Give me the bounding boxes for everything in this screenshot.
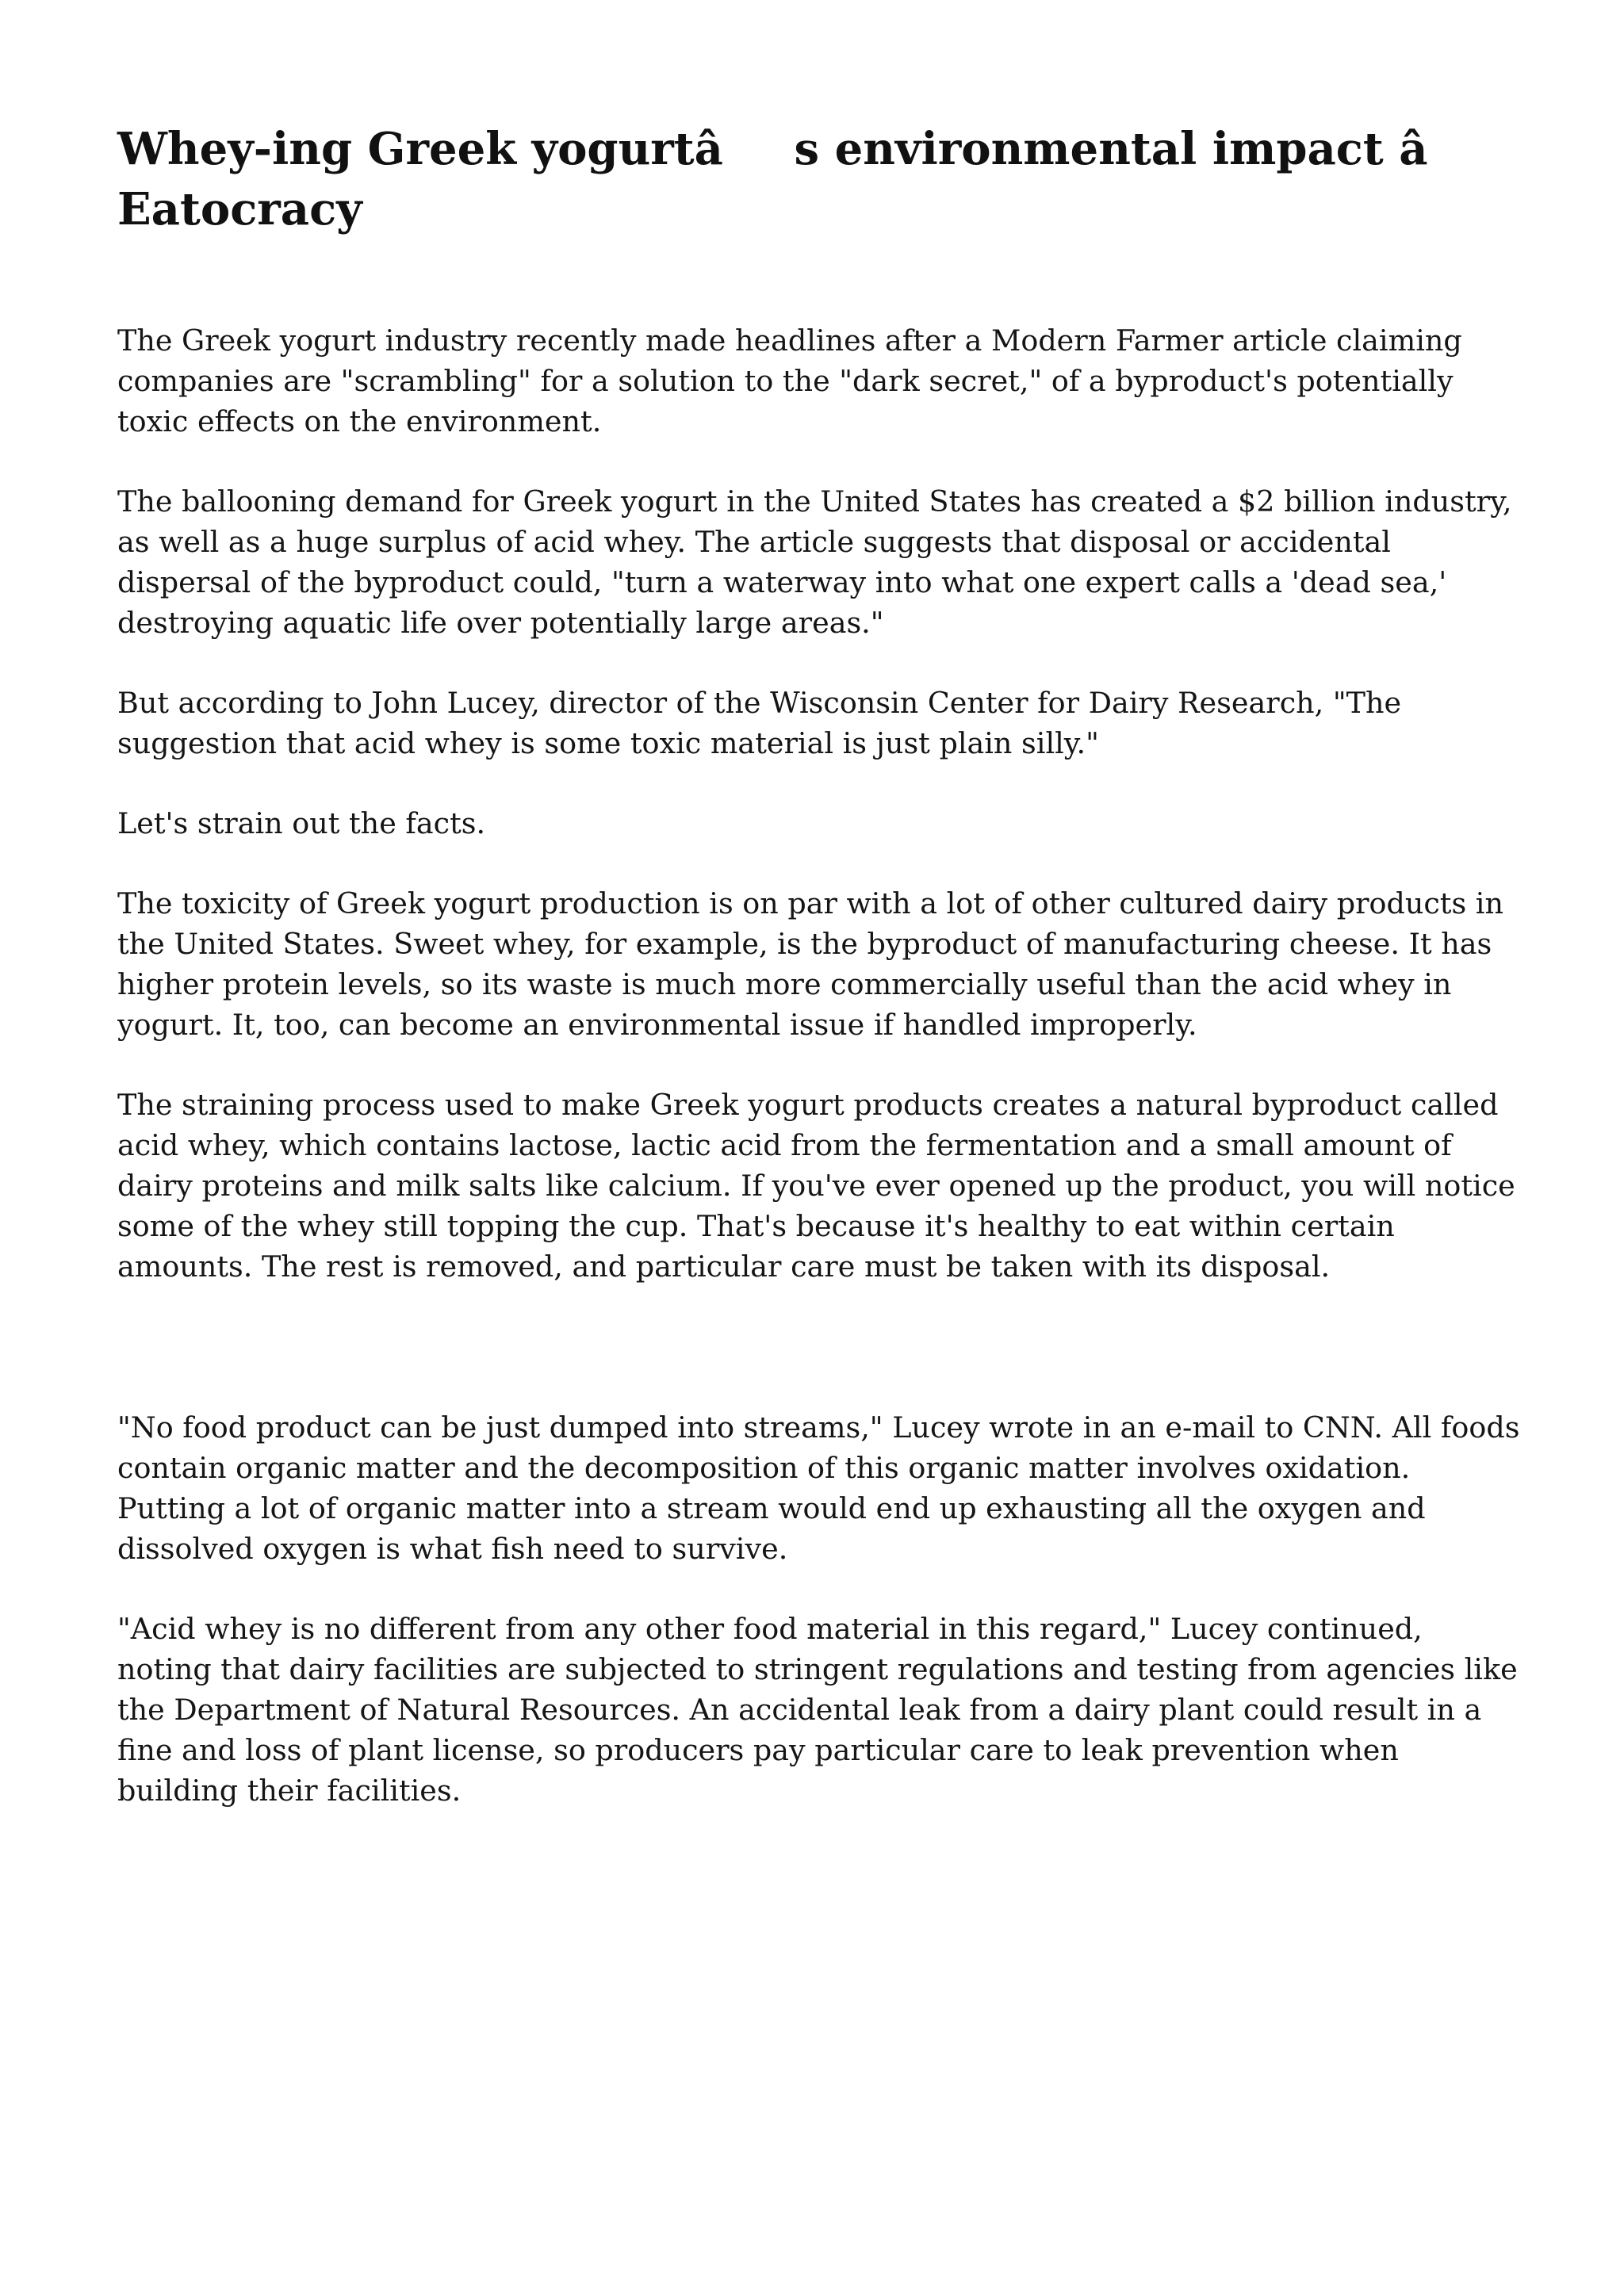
paragraph-intro: The Greek yogurt industry recently made headlines after a Modern Farmer article claiming companies are "scrambling" for a solution to the "dark secret," of a byproduct's potentially toxic effects on the environment. <box>117 323 1462 438</box>
paragraph-toxicity: The toxicity of Greek yogurt production is on par with a lot of other cultured dairy products in the United States. Sweet whey, for example, is the byproduct of manufacturing cheese. It has higher protein levels, so its waste is much more commercially useful than the acid whey in yogurt. It, too, can become an environmental issue if handled improperly. <box>117 886 1503 1042</box>
paragraph-lucey-quote: But according to John Lucey, director of the Wisconsin Center for Dairy Research, "The suggestion that acid whey is some toxic material is just plain silly." <box>117 686 1402 760</box>
paragraph-streams: "No food product can be just dumped into streams," Lucey wrote in an e-mail to CNN. All foods contain organic matter and the decomposition of this organic matter involves oxidation. Putting a lot of organic matter into a stream would end up exhausting all the oxygen and dissolved oxygen is what fish need to survive. <box>117 1410 1520 1566</box>
paragraph-regulations: "Acid whey is no different from any other food material in this regard," Lucey continued, noting that dairy facilities are subjected to stringent regulations and testing from agencies like the Department of Natural Resources. An accidental leak from a dairy plant could result in a fine and loss of plant license, so producers pay particular care to leak prevention when building their facilities. <box>117 1612 1518 1808</box>
paragraph-demand: The ballooning demand for Greek yogurt in the United States has created a $2 billion industry, as well as a huge surplus of acid whey. The article suggests that disposal or accidental dispersal of the byproduct could, "turn a waterway into what one expert calls a 'dead sea,' destroying aquatic life over potentially large areas." <box>117 484 1512 640</box>
document-page <box>117 119 1521 1850</box>
article-body <box>117 320 1521 1811</box>
paragraph-straining-process: The straining process used to make Greek yogurt products creates a natural byproduct called acid whey, which contains lactose, lactic acid from the fermentation and a small amount of dairy proteins and milk salts like calcium. If you've ever opened up the product, you will notice some of the whey still topping the cup. That's because it's healthy to eat within certain amounts. The rest is removed, and particular care must be taken with its disposal. <box>117 1088 1515 1284</box>
paragraph-strain-facts: Let's strain out the facts. <box>117 806 486 840</box>
article-title: Whey-ing Greek yogurtâs environmental impact â Eatocracy <box>117 123 1500 235</box>
